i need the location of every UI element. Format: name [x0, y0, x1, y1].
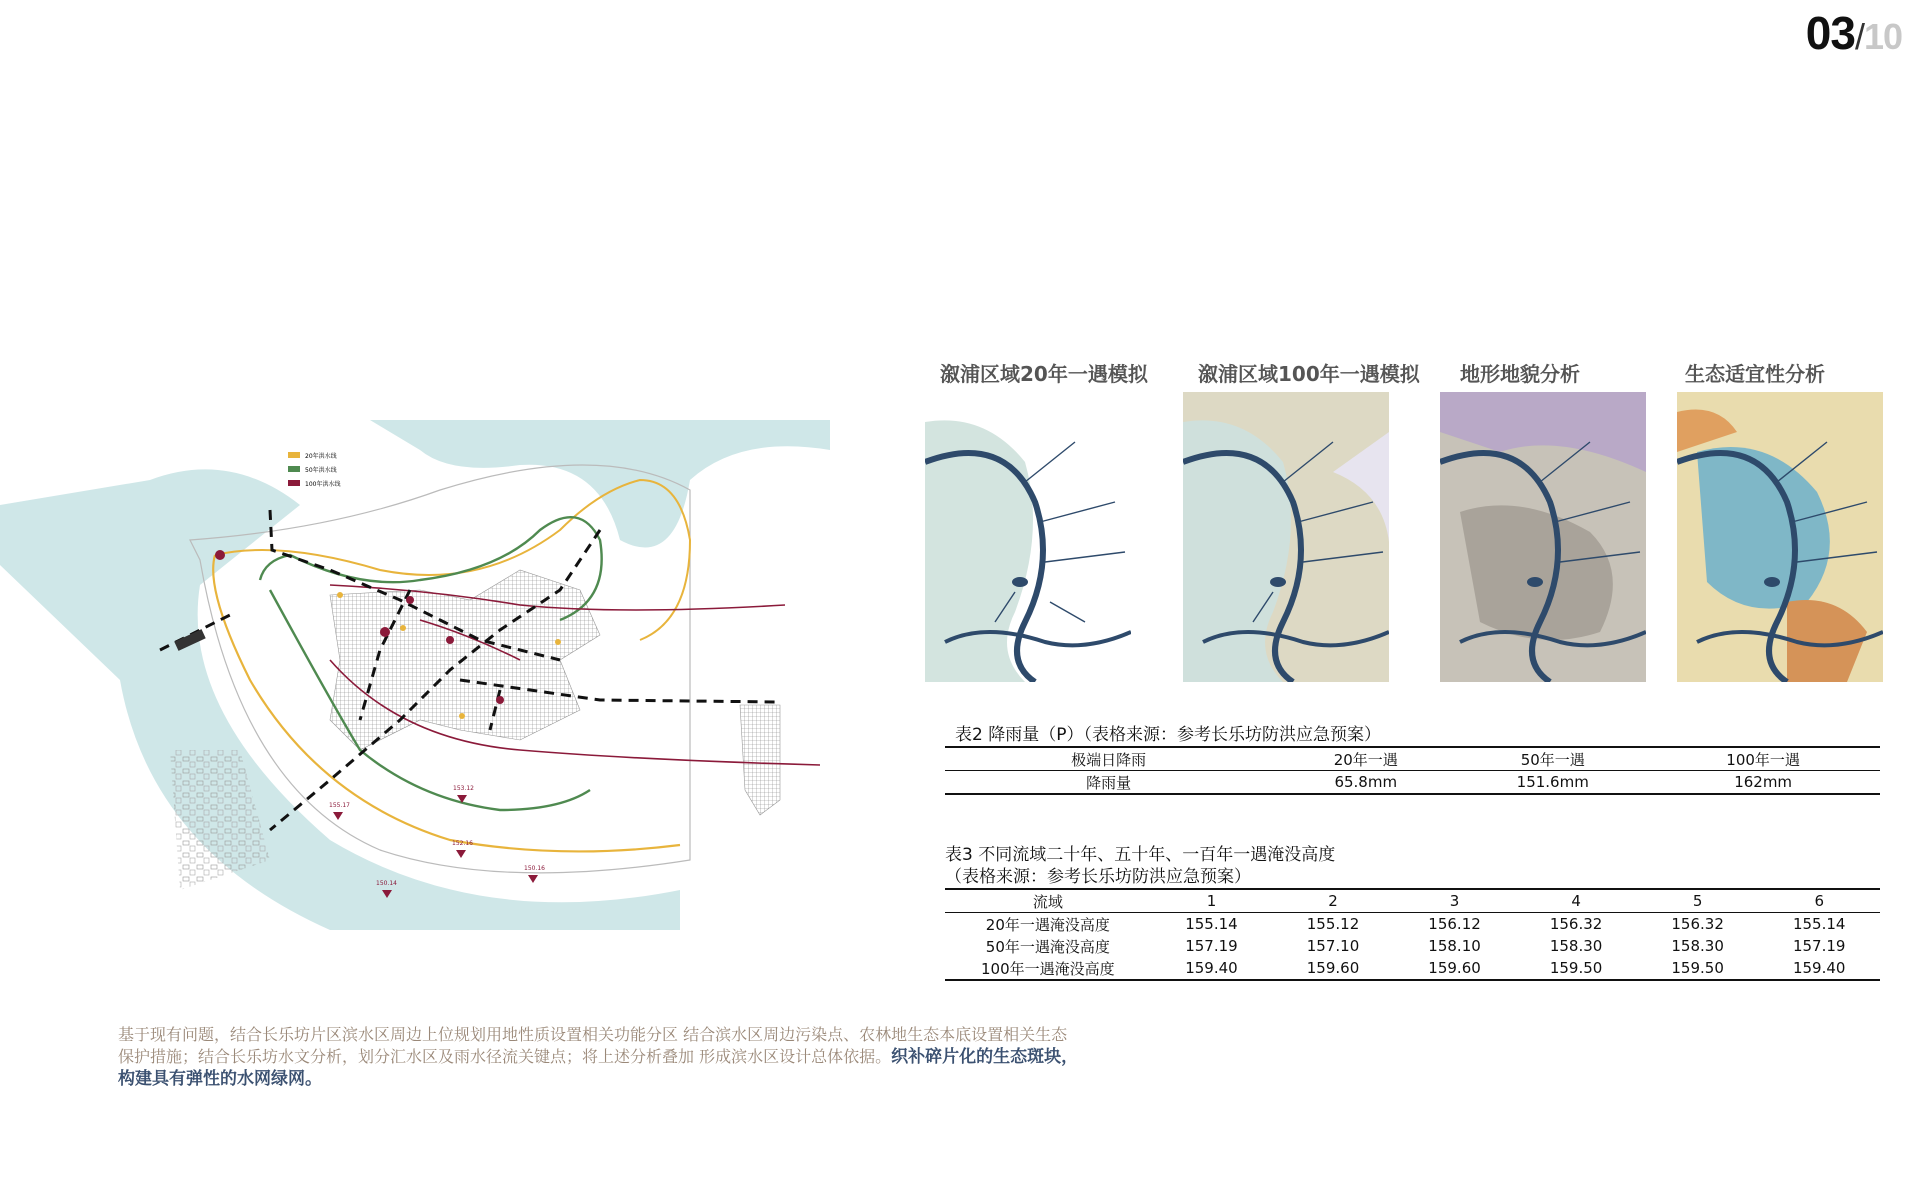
description-highlight: 构建具有弹性的水网绿网。 [118, 1069, 322, 1089]
planning-map [0, 420, 830, 930]
page-total: 10 [1863, 16, 1902, 57]
elevation-label: 155.17 [329, 802, 350, 809]
table-cell: 155.12 [1306, 915, 1360, 933]
thumb-map-100yr [1183, 392, 1389, 682]
legend-label: 50年洪水线 [305, 467, 337, 474]
table-header-cell: 流域 [945, 889, 1151, 913]
rainfall-table [945, 746, 1880, 795]
table-header-cell: 极端日降雨 [945, 747, 1272, 771]
page-number [1806, 6, 1902, 60]
table-header-row [945, 889, 1880, 913]
map-legend [288, 452, 340, 488]
table-cell: 162mm [1734, 773, 1793, 791]
legend-swatch [288, 466, 300, 472]
table-header-cell: 5 [1637, 889, 1759, 913]
table-header-cell: 20年一遇 [1272, 747, 1459, 771]
table-cell: 65.8mm [1334, 773, 1398, 791]
thumb-title-100yr: 溆浦区域100年一遇模拟 [1198, 362, 1420, 386]
table-header-cell: 50年一遇 [1459, 747, 1646, 771]
table-cell: 159.40 [1185, 959, 1238, 977]
page-current: 03 [1805, 7, 1855, 59]
table-cell: 158.30 [1549, 937, 1603, 955]
table-header-cell: 3 [1394, 889, 1516, 913]
table-cell: 159.50 [1549, 959, 1603, 977]
inundation-table [945, 888, 1880, 981]
table-cell: 156.32 [1671, 915, 1724, 933]
table-header-cell: 1 [1151, 889, 1273, 913]
thumb-title-terrain: 地形地貌分析 [1460, 362, 1580, 386]
description-highlight: 织补碎片化的生态斑块， [891, 1047, 1079, 1067]
table-cell: 151.6mm [1516, 773, 1589, 791]
table-cell: 157.19 [1185, 937, 1238, 955]
table-cell: 157.10 [1306, 937, 1360, 955]
description-text [118, 1024, 1198, 1090]
elevation-label: 150.14 [376, 880, 397, 887]
table-header-cell: 2 [1272, 889, 1394, 913]
elevation-label: 150.16 [524, 865, 545, 872]
table-cell: 50年一遇淹没高度 [985, 937, 1110, 956]
thumb-title-ecology: 生态适宜性分析 [1685, 362, 1825, 386]
legend-label: 20年洪水线 [305, 453, 337, 460]
elevation-label: 152.16 [452, 840, 473, 847]
thumb-title-20yr: 溆浦区域20年一遇模拟 [940, 362, 1148, 386]
table-cell: 159.60 [1428, 959, 1481, 977]
thumb-map-20yr [925, 392, 1131, 682]
table3-caption: 表3 不同流域二十年、五十年、一百年一遇淹没高度 [945, 845, 1336, 865]
table-cell: 158.10 [1428, 937, 1481, 955]
table-cell: 156.12 [1428, 915, 1481, 933]
table-row [945, 957, 1880, 980]
river-north [370, 420, 830, 548]
description-line-wrap [118, 1046, 1198, 1068]
description-line: 基于现有问题，结合长乐坊片区滨水区周边上位规划用地性质设置相关功能分区 结合滨水区周边污染点、农林地生态本底设置相关生态 [118, 1025, 1068, 1044]
table-header-row [945, 747, 1880, 771]
page-separator: / [1854, 16, 1864, 57]
table-cell: 20年一遇淹没高度 [985, 915, 1110, 934]
legend-swatch [288, 480, 300, 486]
table-cell: 156.32 [1549, 915, 1603, 933]
table-header-cell: 100年一遇 [1646, 747, 1880, 771]
legend-swatch [288, 452, 300, 458]
table-cell: 100年一遇淹没高度 [981, 959, 1115, 978]
table-row [945, 771, 1880, 795]
table-header-cell: 4 [1515, 889, 1637, 913]
legend-label: 100年洪水线 [305, 481, 341, 488]
table-cell: 157.19 [1792, 937, 1846, 955]
table-row [945, 913, 1880, 936]
thumb-map-terrain [1440, 392, 1646, 682]
table-row [945, 935, 1880, 957]
table2-caption: 表2 降雨量（P）（表格来源：参考长乐坊防洪应急预案） [955, 725, 1381, 745]
table-cell: 155.14 [1185, 915, 1238, 933]
table-cell: 降雨量 [1086, 773, 1132, 792]
table-cell: 155.14 [1792, 915, 1846, 933]
table-cell: 159.60 [1306, 959, 1360, 977]
thumb-map-ecology [1677, 392, 1883, 682]
elevation-label: 153.12 [453, 785, 474, 792]
description-line: 保护措施；结合长乐坊水文分析，划分汇水区及雨水径流关键点；将上述分析叠加 形成滨水区设计总体依据。 [118, 1047, 892, 1066]
table-cell: 158.30 [1671, 937, 1724, 955]
table-cell: 159.40 [1792, 959, 1846, 977]
table3-caption-source: （表格来源：参考长乐坊防洪应急预案） [945, 867, 1251, 887]
table-cell: 159.50 [1671, 959, 1724, 977]
table-header-cell: 6 [1758, 889, 1880, 913]
